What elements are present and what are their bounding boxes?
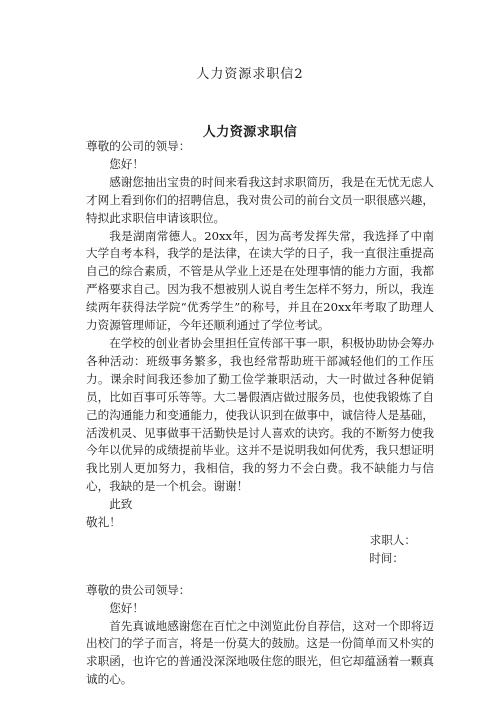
letter1-greeting: 您好！ — [109, 156, 144, 171]
letter1-paragraph-2: 我是湖南常德人。20xx年，因为高考发挥失常，我选择了中南大学自考本科，我学的是法律，在读大学的日子，我一直很注重提高自己的综合素质，不管是从学业上还是在处理事情的能力方面，我都严格要求自己。因为我不想被别人说自考生怎样不努力，所以，我连续两年获得法学院“优秀学生”的称号，并且在20xx年考取了助理人力资源管理师证，今年还顺利通过了学位考试。 — [86, 228, 434, 333]
letter1-paragraph-1: 感谢您抽出宝贵的时间来看我这封求职简历，我是在无忧无虑人才网上看到你们的招聘信息，我对贵公司的前台文员一职很感兴趣，特拟此求职信申请该职位。 — [86, 174, 434, 225]
letter1-signer: 求职人： — [369, 532, 416, 547]
letter1-regards: 敬礼！ — [86, 515, 121, 530]
document-body — [86, 138, 434, 689]
letter2-salutation: 尊敬的贵公司领导： — [86, 582, 191, 597]
letter2-greeting: 您好！ — [109, 600, 144, 615]
page-title: 人力资源求职信2 — [196, 67, 304, 82]
letter1-closing: 此致 — [109, 497, 133, 512]
letter2-paragraph-1: 首先真诚地感谢您在百忙之中浏览此份自荐信，这对一个即将迈出校门的学子而言，将是一份莫大的鼓励。这是一份简单而又朴实的求职函，也许它的普通没深深地吸住您的眼光，但它却蕴涵着一颗真诚的心。 — [86, 618, 434, 687]
letter1-date-label: 时间： — [369, 550, 404, 565]
letter1-paragraph-3: 在学校的创业者协会里担任宣传部干事一职，积极协助协会筹办各种活动：班级事务繁多，我也经常帮助班干部减轻他们的工作压力。课余时间我还参加了勤工俭学兼职活动，大一时做过各种促销员，比如百事可乐等等。大二暑假酒店做过服务员，也使我锻炼了自己的沟通能力和变通能力，使我认识到在做事中，诚信待人是基础，活泼机灵、见事做事干活勤快是讨人喜欢的诀窍。我的不断努力使我今年以优异的成绩提前毕业。这并不是说明我如何优秀，我只想证明我比别人更加努力，我相信，我的努力不会白费。我不缺能力与信心，我缺的是一个机会。谢谢！ — [86, 335, 434, 494]
letter-title: 人力资源求职信 — [202, 125, 298, 140]
letter1-salutation: 尊敬的公司的领导： — [86, 139, 191, 153]
